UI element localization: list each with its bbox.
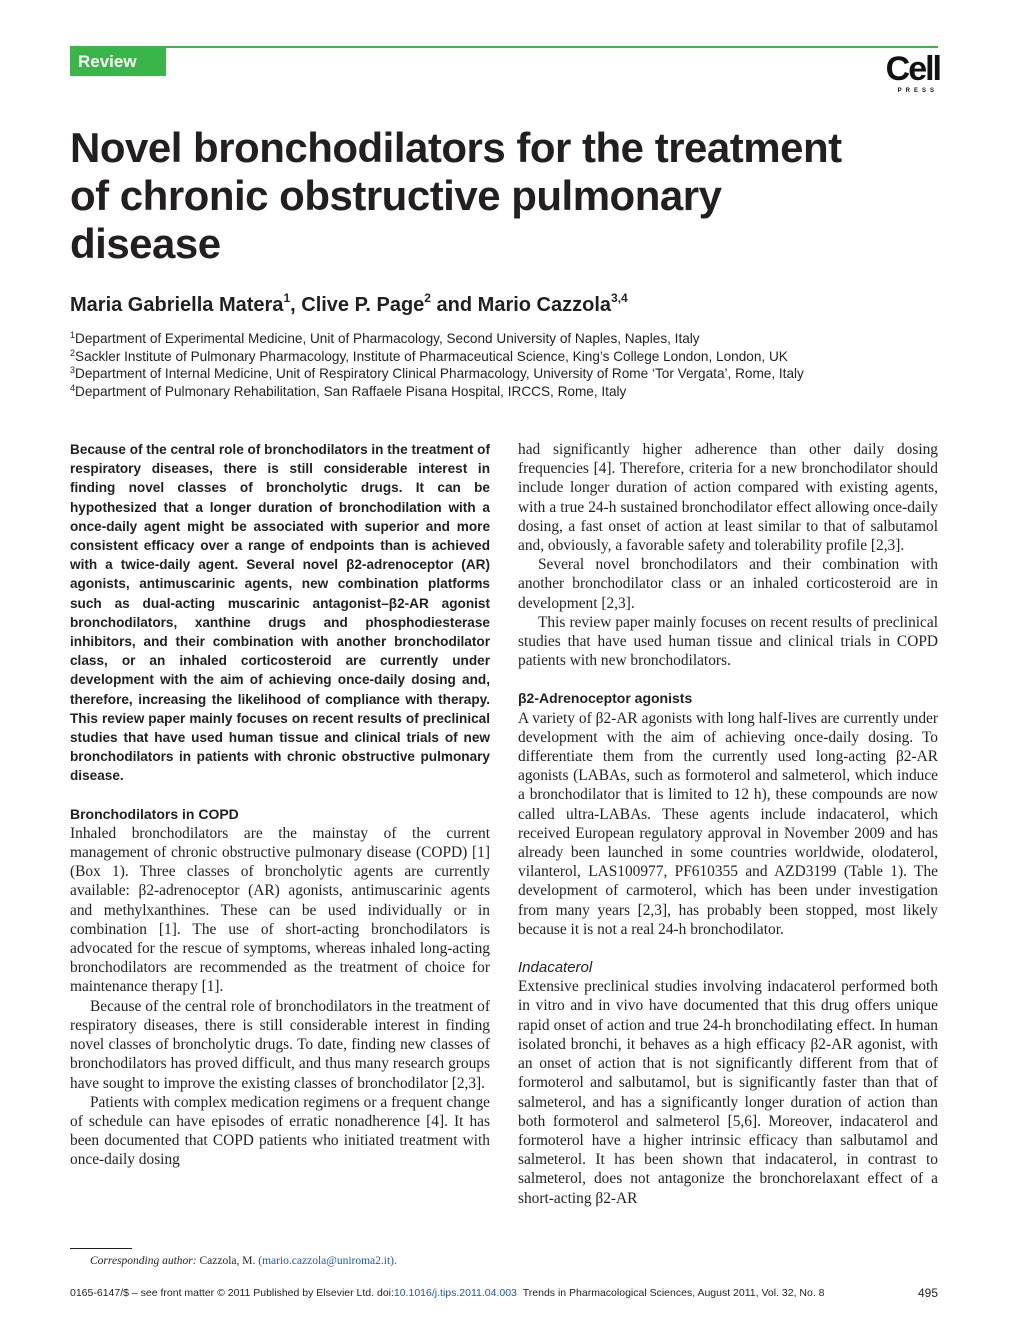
corresponding-author-note bbox=[90, 1254, 397, 1268]
affiliation bbox=[70, 383, 950, 401]
affiliation-num: 1 bbox=[70, 330, 76, 340]
author-list bbox=[70, 290, 628, 320]
affiliation-list bbox=[70, 330, 950, 400]
affiliation-text: Department of Internal Medicine, Unit of Respiratory Clinical Pharmacology, University of Rome ‘Tor Vergata’, Rome, Italy bbox=[75, 366, 804, 381]
logo-word: Cell bbox=[885, 50, 940, 88]
body-paragraph: A variety of β2-AR agonists with long half-lives are currently under development with the aim of achieving once-daily dosing. To differentiate them from the currently used long-acting β2-AR agonists (LABAs, such as formoterol and salmeterol, which induce a bronchodilator that is limited to 12 h), these compounds are now called ultra-LABAs. These agents include indacaterol, which received European regulatory approval in November 2009 and has already been launched in some countries worldwide, olodaterol, vilanterol, LAS100977, PF610355 and AZD3199 (Table 1). The development of carmoterol, which has been under investigation from many years [2,3], has probably been stopped, most likely because it is not a real 24-h bronchodilator. bbox=[518, 709, 938, 938]
author-email-link[interactable]: (mario.cazzola@uniroma2.it). bbox=[258, 1255, 397, 1267]
page-number: 495 bbox=[917, 1286, 938, 1300]
section-tag: Review bbox=[70, 48, 166, 76]
author-sup: 1 bbox=[283, 291, 291, 305]
article-title: Novel bronchodilators for the treatment of chronic obstructive pulmonary disease bbox=[70, 124, 842, 267]
affiliation-text: Department of Experimental Medicine, Unit of Pharmacology, Second University of Naples, Naples, Italy bbox=[75, 331, 700, 346]
right-column bbox=[518, 440, 938, 1208]
author-sup: 3,4 bbox=[611, 291, 628, 305]
body-paragraph: had significantly higher adherence than other daily dosing frequencies [4]. Therefore, criteria for a new bronchodilator should include longer duration of action compared with existing agents, with a true 24-h sustained bronchodilator effect allowing once-daily dosing, a fast onset of action at least similar to that of salbutamol and, obviously, a favorable safety and tolerability profile [2,3]. bbox=[518, 441, 938, 555]
body-paragraph: This review paper mainly focuses on recent results of preclinical studies that have used human tissue and clinical trials in COPD patients with new bronchodilators. bbox=[518, 613, 938, 670]
body-paragraph: Extensive preclinical studies involving indacaterol performed both in vitro and in vivo have documented that this drug offers unique rapid onset of action and true 24-h bronchodilating effect. In human isolated bronchi, it behaves as a high efficacy β2-AR agonist, with an onset of action that is not significantly different from that of formoterol and salbutamol, but is significantly faster than that of salmeterol, and has a significantly longer duration of action than both formoterol and salmeterol [5,6]. Moreover, indacaterol and formoterol have a higher intrinsic efficacy than salbutamol and salmeterol. It has been shown that indacaterol, in contrast to salmeterol, does not antagonize the bronchorelaxant effect of a short-acting β2-AR bbox=[518, 978, 938, 1207]
author-name: Maria Gabriella Matera bbox=[70, 294, 284, 316]
author-sep: and bbox=[430, 294, 478, 316]
affiliation bbox=[70, 330, 950, 348]
author-name: Mario Cazzola bbox=[477, 294, 612, 316]
footnote-rule bbox=[70, 1248, 132, 1249]
cell-press-logo bbox=[872, 50, 940, 98]
body-paragraph: Inhaled bronchodilators are the mainstay of the current management of chronic obstructive pulmonary disease (COPD) [1] (Box 1). Three classes of broncholytic agents are currently available: β2-adrenoceptor (AR) agonists, antimuscarinic agents and methylxanthines. These can be used individually or in combination [1]. The use of short-acting bronchodilators is advocated for the rescue of symptoms, whereas inhaled long-acting bronchodilators are recommended as the treatment of choice for maintenance therapy [1]. bbox=[70, 824, 490, 996]
body-paragraph: Patients with complex medication regimens or a frequent change of schedule can have episodes of erratic nonadherence [4]. It has been documented that COPD patients who initiated treatment with once-daily dosing bbox=[70, 1093, 490, 1169]
affiliation bbox=[70, 365, 950, 383]
footnote-name: Cazzola, M. bbox=[199, 1255, 256, 1267]
author-sep: , bbox=[290, 294, 302, 316]
author-sup: 2 bbox=[424, 291, 431, 305]
logo-sub: PRESS bbox=[897, 88, 938, 94]
footer-issn: 0165-6147/$ – see front matter © 2011 Published by Elsevier Ltd. doi: bbox=[70, 1287, 394, 1299]
section-heading: β2-Adrenoceptor agonists bbox=[518, 690, 693, 707]
section-heading: Bronchodilators in COPD bbox=[70, 805, 239, 822]
left-column bbox=[70, 440, 490, 1170]
affiliation-num: 4 bbox=[70, 382, 76, 393]
footnote-label: Corresponding author: bbox=[90, 1255, 197, 1267]
abstract: Because of the central role of bronchodilators in the treatment of respiratory diseases, there is still considerable interest in finding novel classes of broncholytic drugs. It can be hypothesized that a longer duration of bronchodilation with a once-daily agent might be associated with superior and more consistent efficacy over a range of endpoints than is achieved with a twice-daily agent. Several novel β2-adrenoceptor (AR) agonists, antimuscarinic agents, new combination platforms such as dual-acting muscarinic antagonist–β2-AR agonist bronchodilators, xanthine drugs and phosphodiesterase inhibitors, and their combination with another bronchodilator class, or an inhaled corticosteroid are currently under development with the aim of achieving once-daily dosing and, therefore, increasing the likelihood of compliance with therapy. This review paper mainly focuses on recent results of preclinical studies that have used human tissue and clinical trials of new bronchodilators in patients with chronic obstructive pulmonary disease. bbox=[70, 442, 490, 784]
affiliation-num: 3 bbox=[70, 365, 76, 375]
subsection-heading: Indacaterol bbox=[518, 959, 593, 977]
body-paragraph: Several novel bronchodilators and their combination with another bronchodilator class or an inhaled corticosteroid are in development [2,3]. bbox=[518, 556, 938, 612]
affiliation-num: 2 bbox=[70, 347, 76, 358]
affiliation-text: Department of Pulmonary Rehabilitation, San Raffaele Pisana Hospital, IRCCS, Rome, Italy bbox=[75, 383, 627, 399]
body-paragraph: Because of the central role of bronchodilators in the treatment of respiratory diseases, there is still considerable interest in finding novel classes of broncholytic drugs. To date, finding new classes of bronchodilators has proved difficult, and thus many research groups have sought to improve the existing classes of bronchodilator [2,3]. bbox=[70, 997, 490, 1092]
author-name: Clive P. Page bbox=[301, 294, 425, 316]
header-rule bbox=[70, 46, 938, 48]
affiliation bbox=[70, 348, 950, 366]
doi-link[interactable]: 10.1016/j.tips.2011.04.003 bbox=[393, 1287, 517, 1299]
affiliation-text: Sackler Institute of Pulmonary Pharmacology, Institute of Pharmaceutical Science, King’s College London, London, UK bbox=[75, 348, 788, 364]
journal-citation: Trends in Pharmacological Sciences, August 2011, Vol. 32, No. 8 bbox=[522, 1287, 825, 1299]
footer-info bbox=[70, 1286, 825, 1300]
